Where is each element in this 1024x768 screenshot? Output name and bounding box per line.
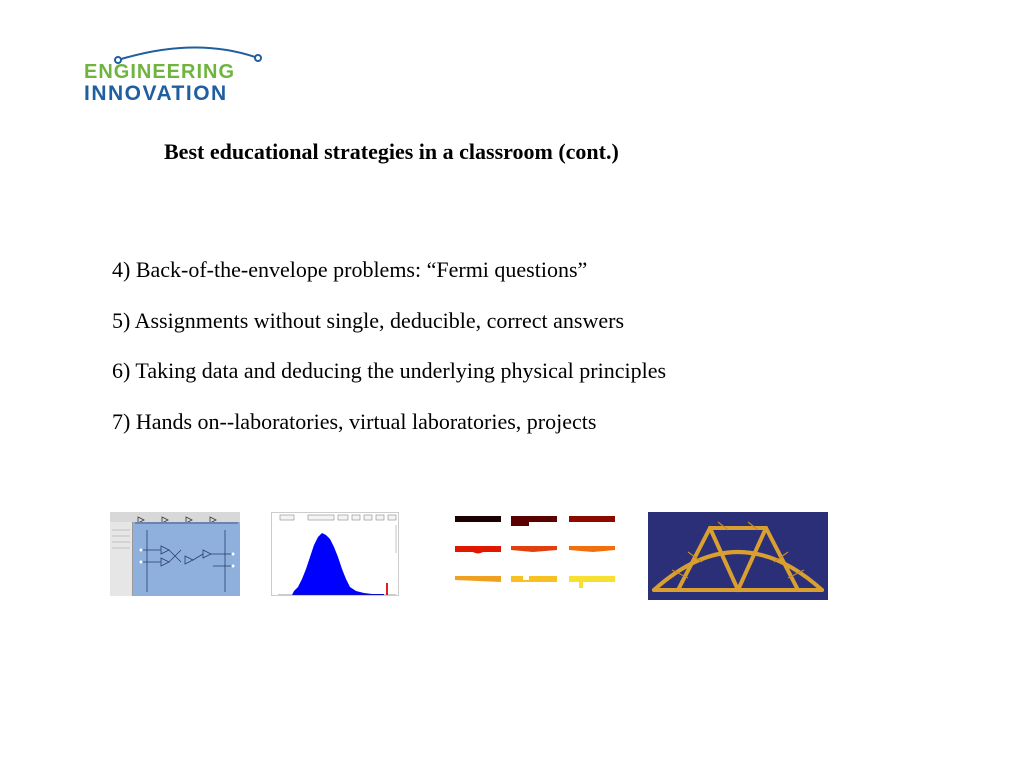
histogram-image (271, 512, 399, 596)
circuit-canvas (133, 522, 240, 596)
slide-title: Best educational strategies in a classroom (cont.) (164, 139, 619, 164)
list-item: 4) Back-of-the-envelope problems: “Fermi questions” (112, 257, 588, 282)
list-item: 6) Taking data and deducing the underlying physical principles (112, 358, 667, 383)
circuit-simulator-image (110, 512, 240, 596)
truss-bridge-photo (648, 512, 828, 600)
list-item: 7) Hands on--laboratories, virtual laboratories, projects (112, 408, 597, 434)
strategy-list (112, 257, 666, 459)
logo-line-1: ENGINEERING (84, 61, 236, 83)
list-item: 5) Assignments without single, deducible, correct answers (112, 307, 625, 333)
color-bars-image (453, 512, 617, 592)
logo-line-2: INNOVATION (84, 82, 228, 105)
engineering-innovation-logo (78, 42, 282, 108)
side-panel-graphic (110, 522, 133, 596)
